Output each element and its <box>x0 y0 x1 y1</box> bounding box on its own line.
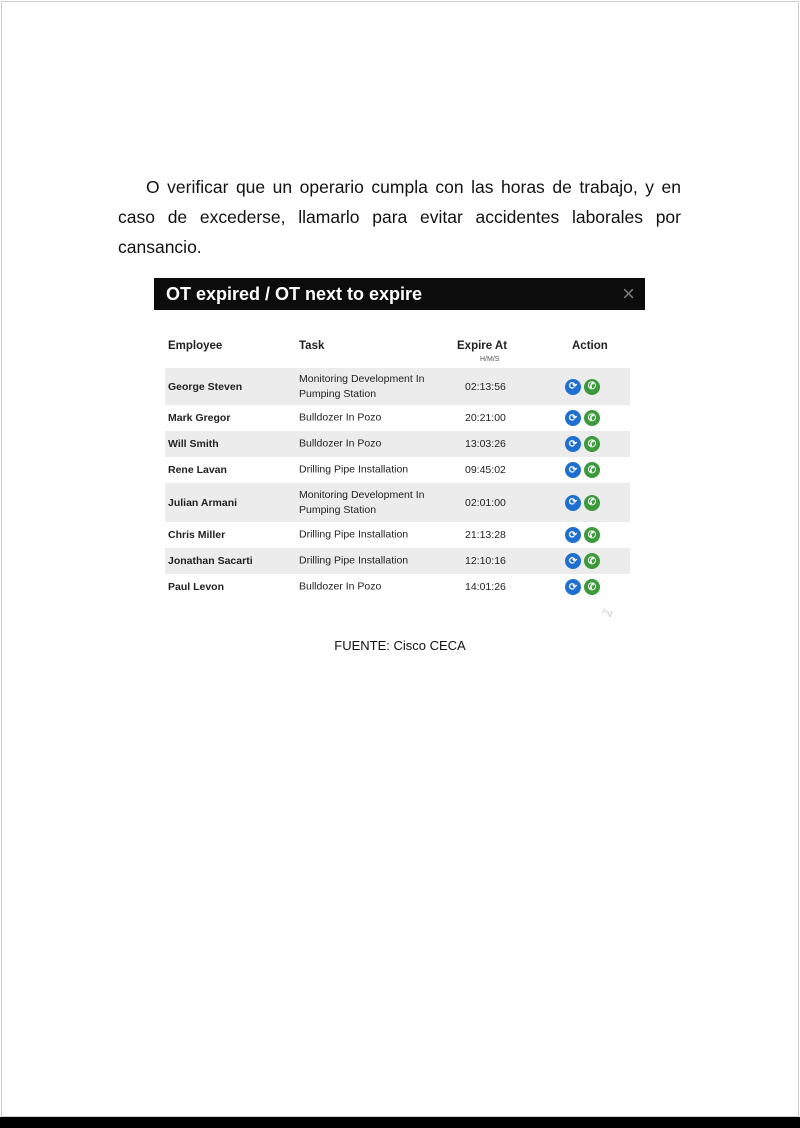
col-expire-unit: H/M/S <box>480 356 500 363</box>
action-buttons <box>565 495 600 511</box>
employee-name: Will Smith <box>168 438 219 450</box>
employee-name: George Steven <box>168 380 243 393</box>
phone-icon[interactable]: ✆ <box>584 379 600 395</box>
employee-name: Mark Gregor <box>168 412 231 424</box>
refresh-icon[interactable]: ⟳ <box>565 527 581 543</box>
refresh-icon[interactable]: ⟳ <box>565 410 581 426</box>
refresh-icon[interactable]: ⟳ <box>565 495 581 511</box>
expire-time: 20:21:00 <box>465 412 506 424</box>
action-buttons <box>565 462 600 478</box>
employee-name: Chris Miller <box>168 529 226 541</box>
expire-time: 13:03:26 <box>465 438 506 450</box>
col-employee: Employee <box>168 340 223 352</box>
bottom-bar <box>0 1117 800 1128</box>
action-buttons <box>565 436 600 452</box>
expire-time: 09:45:02 <box>465 464 506 476</box>
phone-icon[interactable]: ✆ <box>584 495 600 511</box>
action-buttons <box>565 553 600 569</box>
col-expire: Expire At <box>457 340 508 352</box>
employee-name: Paul Levon <box>168 581 225 593</box>
expire-time: 21:13:28 <box>465 529 506 541</box>
panel-title: OT expired / OT next to expire <box>166 284 423 304</box>
phone-icon[interactable]: ✆ <box>584 527 600 543</box>
expire-time: 12:10:16 <box>465 555 506 567</box>
refresh-icon[interactable]: ⟳ <box>565 553 581 569</box>
employee-name: Julian Armani <box>168 496 238 509</box>
refresh-icon[interactable]: ⟳ <box>565 436 581 452</box>
table-row <box>165 548 630 574</box>
refresh-icon[interactable]: ⟳ <box>565 462 581 478</box>
expire-time: 02:01:00 <box>465 496 506 509</box>
action-buttons <box>565 527 600 543</box>
table-row <box>165 522 630 548</box>
phone-icon[interactable]: ✆ <box>584 579 600 595</box>
table-row <box>165 368 630 405</box>
close-icon[interactable]: × <box>622 281 635 306</box>
expire-time: 14:01:26 <box>465 581 506 593</box>
phone-icon[interactable]: ✆ <box>584 410 600 426</box>
action-buttons <box>565 410 600 426</box>
task-name: Bulldozer In Pozo <box>299 437 382 450</box>
task-name: Bulldozer In Pozo <box>299 580 382 593</box>
employee-name: Rene Lavan <box>168 464 227 476</box>
action-buttons <box>565 379 600 395</box>
phone-icon[interactable]: ✆ <box>584 436 600 452</box>
ot-panel-screenshot <box>154 278 645 623</box>
sort-chevrons-icon[interactable]: ^v <box>602 608 613 620</box>
table-row <box>165 574 630 600</box>
task-name: Drilling Pipe Installation <box>299 463 409 476</box>
table-row <box>165 431 630 457</box>
body-paragraph: O verificar que un operario cumpla con las horas de trabajo, y en caso de excederse, llamarlo para evitar accidentes laborales por cansancio. <box>118 177 681 257</box>
task-name: Drilling Pipe Installation <box>299 528 409 541</box>
expire-time: 02:13:56 <box>465 380 506 393</box>
task-name: Monitoring Development In Pumping Station <box>299 488 425 516</box>
table-row <box>165 457 630 483</box>
panel-header <box>154 278 645 310</box>
phone-icon[interactable]: ✆ <box>584 462 600 478</box>
table-row <box>165 483 630 522</box>
task-name: Drilling Pipe Installation <box>299 554 409 567</box>
source-caption: FUENTE: Cisco CECA <box>334 638 466 653</box>
col-task: Task <box>299 340 325 352</box>
table-row <box>165 405 630 431</box>
refresh-icon[interactable]: ⟳ <box>565 579 581 595</box>
phone-icon[interactable]: ✆ <box>584 553 600 569</box>
employee-name: Jonathan Sacarti <box>168 555 253 567</box>
refresh-icon[interactable]: ⟳ <box>565 379 581 395</box>
action-buttons <box>565 579 600 595</box>
task-name: Monitoring Development In Pumping Station <box>299 372 425 400</box>
col-action: Action <box>572 340 608 352</box>
task-name: Bulldozer In Pozo <box>299 411 382 424</box>
